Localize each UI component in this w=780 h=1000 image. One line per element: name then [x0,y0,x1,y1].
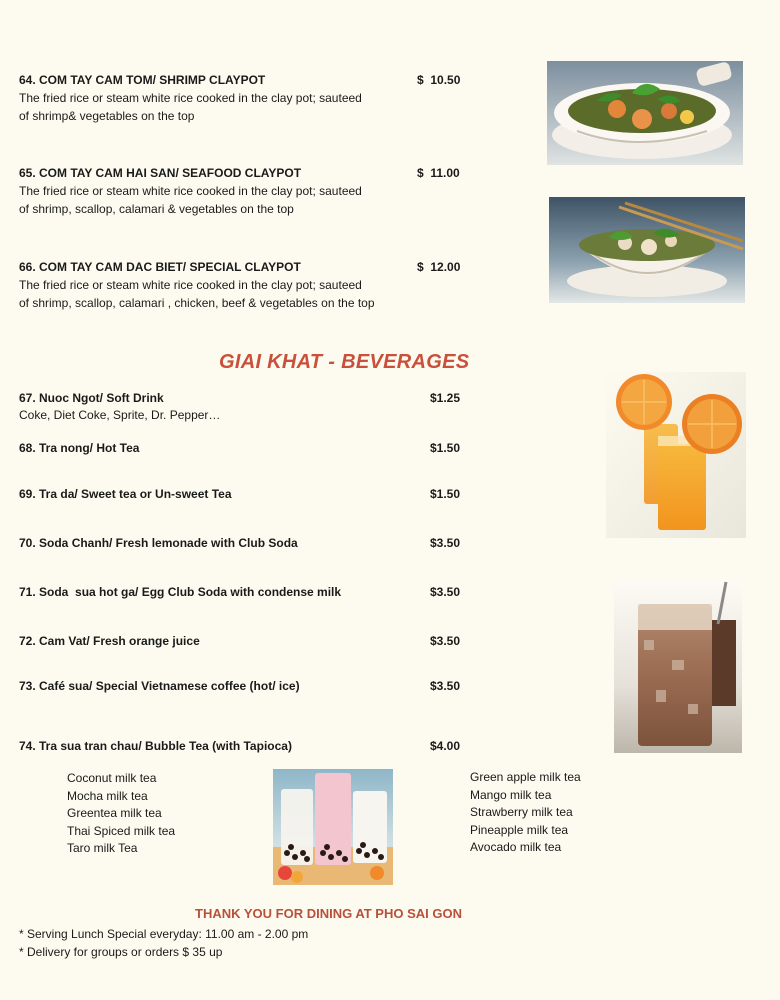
beverage-price: $4.00 [430,739,461,753]
item-description: of shrimp& vegetables on the top [19,109,195,123]
menu-item-65 [19,166,419,218]
beverage-item-68: 68. Tra nong/ Hot Tea [19,441,140,455]
beverage-item-72: 72. Cam Vat/ Fresh orange juice [19,634,200,648]
beverage-item-74: 74. Tra sua tran chau/ Bubble Tea (with Tapioca) [19,739,292,753]
item-price: $ 12.00 [417,260,461,274]
item-description: of shrimp, scallop, calamari , chicken, beef & vegetables on the top [19,296,375,310]
beverage-price: $3.50 [430,585,461,599]
flavor-item: Pineapple milk tea [470,822,569,837]
shrimp-claypot-photo [547,61,743,165]
item-description: of shrimp, scallop, calamari & vegetables on the top [19,202,294,216]
flavor-item: Green apple milk tea [470,770,581,784]
beverage-item-73: 73. Café sua/ Special Vietnamese coffee (hot/ ice) [19,679,300,693]
beverage-price: $1.50 [430,441,461,455]
thank-you-message: THANK YOU FOR DINING AT PHO SAI GON [195,906,462,921]
item-description: The fried rice or steam white rice cooked in the clay pot; sauteed [19,91,362,105]
beverage-price: $1.50 [430,487,461,501]
flavor-item: Taro milk Tea [67,841,138,855]
beverage-price: $3.50 [430,634,461,648]
item-title: 66. COM TAY CAM DAC BIET/ SPECIAL CLAYPOT [19,260,301,274]
section-heading: GIAI KHAT - BEVERAGES [219,351,470,373]
item-price: $ 10.50 [417,73,461,87]
flavor-item: Avocado milk tea [470,840,562,854]
iced-coffee-photo [614,580,742,753]
beverage-item-67 [19,391,220,424]
menu-item-64 [19,73,419,125]
seafood-claypot-photo [549,197,745,303]
bubble-tea-photo [273,769,393,885]
flavor-item: Coconut milk tea [67,771,157,785]
beverage-subtext: Coke, Diet Coke, Sprite, Dr. Pepper… [19,408,221,422]
lunch-special-note: * Serving Lunch Special everyday: 11.00 am - 2.00 pm [19,927,309,941]
beverage-price: $1.25 [430,391,461,405]
beverage-name: 67. Nuoc Ngot/ Soft Drink [19,391,164,405]
item-title: 64. COM TAY CAM TOM/ SHRIMP CLAYPOT [19,73,266,87]
flavor-item: Strawberry milk tea [470,805,573,819]
flavor-item: Mocha milk tea [67,788,148,803]
item-description: The fried rice or steam white rice cooked in the clay pot; sauteed [19,278,362,292]
item-price: $ 11.00 [417,166,460,180]
footer-notes [19,926,308,961]
delivery-note: * Delivery for groups or orders $ 35 up [19,944,223,959]
flavor-item: Thai Spiced milk tea [67,823,176,838]
beverage-item-71: 71. Soda sua hot ga/ Egg Club Soda with condense milk [19,585,342,599]
flavor-item: Greentea milk tea [67,806,162,820]
flavor-item: Mango milk tea [470,787,552,802]
item-title: 65. COM TAY CAM HAI SAN/ SEAFOOD CLAYPOT [19,166,302,180]
beverage-item-69: 69. Tra da/ Sweet tea or Un-sweet Tea [19,487,232,501]
item-description: The fried rice or steam white rice cooked in the clay pot; sauteed [19,184,362,198]
flavor-list-right [470,769,581,857]
flavor-list-left [67,770,175,858]
beverage-item-70: 70. Soda Chanh/ Fresh lemonade with Club Soda [19,536,298,550]
menu-item-66 [19,260,419,312]
beverage-price: $3.50 [430,679,461,693]
beverage-price: $3.50 [430,536,461,550]
orange-juice-photo [606,372,746,538]
